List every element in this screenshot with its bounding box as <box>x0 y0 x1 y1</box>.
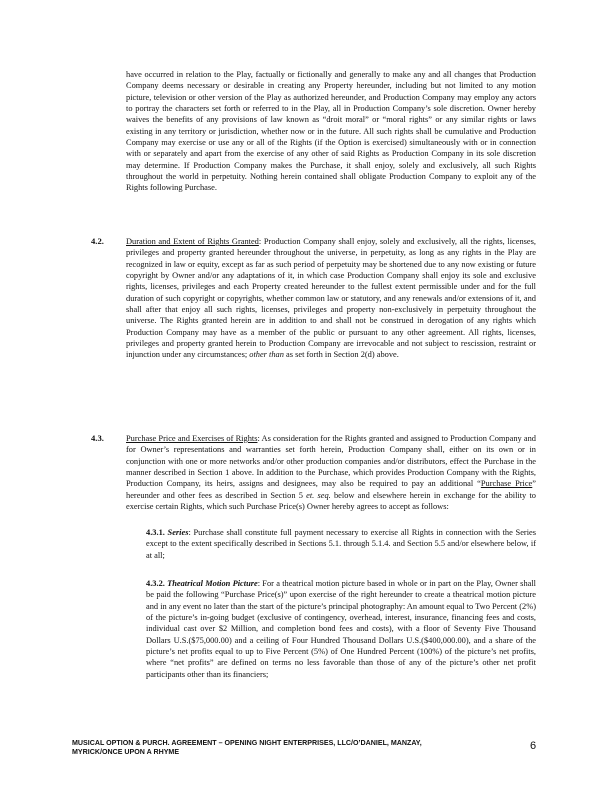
purchase-price-term: Purchase Price <box>480 479 533 489</box>
section-4-2-heading: Duration and Extent of Rights Granted <box>126 237 259 246</box>
section-4-3-heading: Purchase Price and Exercises of Rights <box>126 434 258 443</box>
section-4-3-body-1: : As consideration for the Rights granted and assigned to Production Company and for Owner’s representations and warranties set forth herein, Production Company shall, either on its own or in conjunction with one or more networks and/or other production companies and/or distributors, effect the Purchase in the manner described in Section 1 above. In addition to the Purchase, which provides Production Company with the Rights, Production Company, its heirs, assigns and designees, may also be required to pay an additional “ <box>126 434 536 489</box>
et-seq: et. seq. <box>306 490 331 500</box>
section-4-3-body-2: ” hereunder and other fees as described in Section 5 <box>126 479 536 500</box>
section-4-3-paragraph <box>126 433 536 512</box>
section-4-3-1-title: Series <box>167 528 189 537</box>
footer-line-1: MUSICAL OPTION & PURCH. AGREEMENT – OPENING NIGHT ENTERPRISES, LLC/O’DANIEL, MANZAY, <box>72 739 422 747</box>
section-4-3-body-3: below and elsewhere herein in exchange for the ability to exercise certain Rights, which such Purchase Price(s) Owner hereby agrees to accept as follows: <box>126 490 536 512</box>
page-footer <box>72 739 482 757</box>
section-4-2-paragraph <box>126 236 536 361</box>
footer-line-2: MYRICK/ONCE UPON A RHYME <box>72 748 180 756</box>
section-4-3-1-body: : Purchase shall constitute full payment necessary to exercise all Rights in connection with the Series except to the extent specifically described in Sections 5.1. through 5.1.4. and Section 5.5 and/or elsewhere below, if at all; <box>146 528 536 560</box>
paragraph-continued-text: have occurred in relation to the Play, factually or fictionally and generally to make any and all changes that Production Company deems necessary or desirable in creating any Property hereunder, including but not limited to any motion picture, television or other version of the Play as authorized hereunder, and Production Company may employ any actors to portray the characters set forth or referred to in the Play, all in Production Company’s sole discretion. Owner hereby waives the benefits of any provisions of law known as “droit moral” or “moral rights” or any similar rights or laws existing in any territory or jurisdiction, whether now or in the future. All such rights shall be cumulative and Production Company may exercise or use any or all of the Rights (if the Option is exercised) simultaneously with or in connection with or separately and apart from the exercise of any other of said Rights as Production Company in its sole discretion may determine. If Production Company makes the Purchase, it shall enjoy, solely and exclusively, all such Rights throughout the world in perpetuity. Nothing herein contained shall obligate Production Company to exploit any of the Rights following Purchase. <box>126 70 536 193</box>
section-number-4-2: 4.2. <box>91 236 104 246</box>
section-4-3-2-paragraph <box>146 578 536 680</box>
section-4-3-1-number: 4.3.1. <box>146 528 165 537</box>
section-4-2-body: : Production Company shall enjoy, solely and exclusively, all the rights, licenses, privileges and property granted hereunder throughout the universe, in perpetuity, as long as any rights in the Play are recognized in law or equity, except as far as such period of perpetuity may be shortened due to any now existing or future copyright by Owner and/or any adaptations of it, in which case Production Company shall enjoy its sole and exclusive rights, licenses, privileges and each Property created hereunder to the fullest extent permissible under and for the full duration of such copyright or copyrights, whether common law or statutory, and any renewals and/or extensions of it, and shall after that enjoy all such rights, licenses, privileges and property non-exclusively in perpetuity throughout the universe. The Rights granted herein are in addition to and shall not be construed in derogation of any rights which Production Company may have as a member of the public or pursuant to any other agreement. All rights, licenses, privileges and property granted herein to Production Company are irrevocable and not subject to rescission, restraint or injunction under any circumstances; <box>126 237 536 360</box>
section-4-3-2-body: : For a theatrical motion picture based in whole or in part on the Play, Owner shall be paid the following “Purchase Price(s)” upon exercise of the right hereunder to create a theatrical motion picture and in any event no later than the start of the picture’s principal photography: An amount equal to Two Percent (2%) of the picture’s in-going budget (exclusive of contingency, overhead, interest, insurance, financing fees and costs, individual cast over $2 Million, and completion bond fees and costs), with a floor of Seventy Five Thousand Dollars U.S.($75,000.00) and a ceiling of Four Hundred Thousand Dollars U.S.($400,000.00), and a share of the picture’s net profits equal to up to Five Percent (5%) of One Hundred Percent (100%) of the picture’s net profits, where “net profits” are defined on terms no less favorable than those of any of the picture’s other net profit participants other than its financiers; <box>146 579 536 679</box>
section-4-3-2-number: 4.3.2. <box>146 579 165 588</box>
paragraph-continued <box>126 69 536 194</box>
section-4-3-1-paragraph <box>146 527 536 561</box>
section-4-2-italic: other than <box>249 350 284 360</box>
section-4-3-2-title: Theatrical Motion Picture <box>167 579 258 588</box>
section-4-2-body-end: as set forth in Section 2(d) above. <box>283 350 399 360</box>
section-number-4-3: 4.3. <box>91 433 104 443</box>
page-number: 6 <box>530 740 537 752</box>
